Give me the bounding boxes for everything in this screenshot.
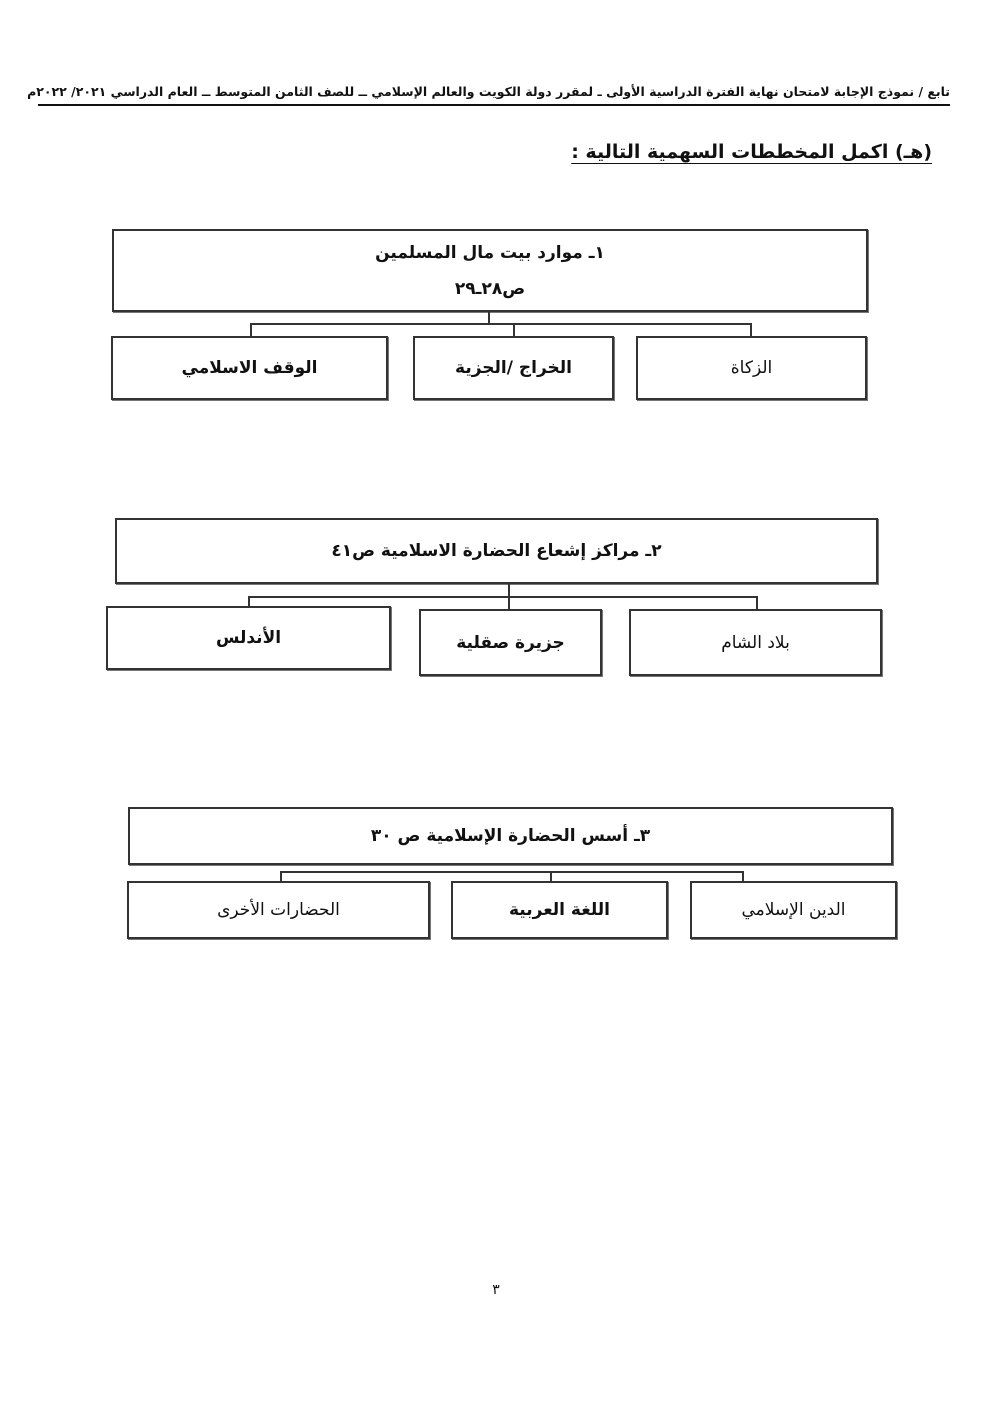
- page-header: تابع / نموذج الإجابة لامتحان نهاية الفترة الدراسية الأولى ـ لمقرر دولة الكويت والعالم الإسلامي ــ للصف الثامن المتوسط ــ العام الدراسي ٢٠٢١/ ٢٠٢٢م: [38, 84, 950, 106]
- diagram-3-title: ٣ـ أسس الحضارة الإسلامية ص ٣٠: [370, 826, 651, 846]
- diagram-1-connector: [250, 323, 752, 325]
- diagram-2-title: ٢ـ مراكز إشعاع الحضارة الاسلامية ص٤١: [331, 541, 662, 561]
- diagram-1-item-2: الخراج /الجزية: [413, 336, 614, 400]
- page-number: ٣: [492, 1282, 500, 1298]
- diagram-3-root-box: [128, 807, 893, 865]
- diagram-1-connector: [750, 323, 752, 337]
- diagram-2-item-1: بلاد الشام: [629, 609, 882, 676]
- diagram-2-root-box: [115, 518, 878, 584]
- section-title: (هـ) اكمل المخططات السهمية التالية :: [571, 141, 932, 163]
- diagram-2-connector: [756, 596, 758, 610]
- diagram-1-connector: [513, 323, 515, 337]
- diagram-3-connector: [280, 871, 744, 873]
- diagram-3-item-1: الدين الإسلامي: [690, 881, 897, 939]
- diagram-2-item-3: الأندلس: [106, 606, 391, 670]
- diagram-1-connector: [250, 323, 252, 337]
- diagram-2-connector: [248, 596, 758, 598]
- diagram-1-title: ١ـ موارد بيت مال المسلمين: [375, 242, 605, 263]
- diagram-2-connector: [508, 596, 510, 610]
- diagram-1-item-1: الزكاة: [636, 336, 867, 400]
- diagram-1-item-3: الوقف الاسلامي: [111, 336, 388, 400]
- diagram-3-item-3: الحضارات الأخرى: [127, 881, 430, 939]
- diagram-3-item-2: اللغة العربية: [451, 881, 668, 939]
- diagram-1-page-ref: ص٢٨ـ٢٩: [454, 278, 526, 299]
- diagram-1-root-box: [112, 229, 868, 312]
- diagram-2-item-2: جزيرة صقلية: [419, 609, 602, 676]
